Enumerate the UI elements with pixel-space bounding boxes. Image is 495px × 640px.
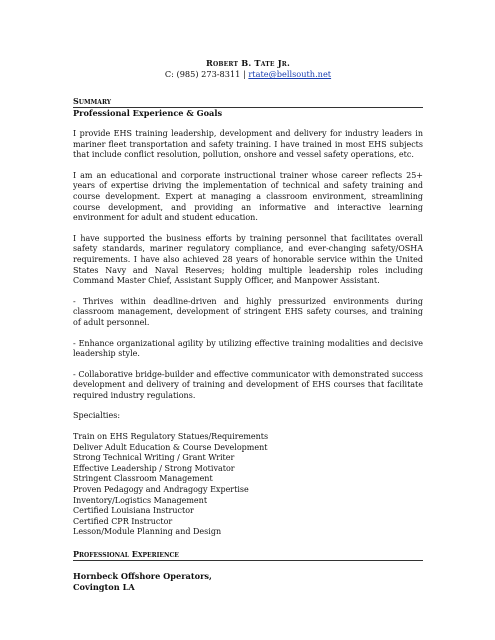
specialty-item: Deliver Adult Education & Course Development	[73, 442, 268, 452]
company-location: Covington LA	[73, 581, 135, 592]
resume-header	[73, 58, 423, 80]
summary-subheading: Professional Experience & Goals	[73, 108, 223, 118]
specialty-item: Proven Pedagogy and Andragogy Expertise	[73, 485, 249, 495]
summary-paragraph: - Collaborative bridge-builder and effective communicator with demonstrated success development and delivery of training and development of EHS courses that facilitate required industry regulations.	[73, 369, 423, 400]
contact-line	[73, 69, 423, 80]
summary-paragraph: I have supported the business efforts by training personnel that facilitates overall safety standards, mariner regulatory compliance, and ever-changing safety/OSHA requirements. I have also achieved 28 years of honorable service within the United States Navy and Naval Reserves; holding multiple leadership roles including Command Master Chief, Assistant Supply Officer, and Manpower Assistant.	[73, 233, 423, 286]
candidate-name: Robert B. Tate Jr.	[205, 58, 291, 68]
specialty-item: Inventory/Logistics Management	[73, 495, 208, 505]
specialty-item: Stringent Classroom Management	[73, 474, 213, 484]
specialty-item: Strong Technical Writing / Grant Writer	[73, 453, 235, 463]
resume-page	[73, 58, 423, 592]
summary-paragraph: - Enhance organizational agility by utilizing effective training modalities and decisive leadership style.	[73, 338, 423, 359]
specialty-item: Certified CPR Instructor	[73, 516, 173, 526]
specialty-item: Effective Leadership / Strong Motivator	[73, 463, 235, 473]
summary-heading: Summary	[73, 96, 112, 106]
company-name: Hornbeck Offshore Operators,	[73, 571, 212, 581]
summary-paragraph: I am an educational and corporate instructional trainer whose career reflects 25+ years of expertise driving the implementation of technical and safety training and course development. Expert at managing a classroom environment, streamlining course development, and providing an informative and interactive learning environment for adult and student education.	[73, 170, 423, 223]
phone-number: C: (985) 273-8311	[164, 69, 241, 79]
specialty-item: Train on EHS Regulatory Statues/Requirements	[73, 432, 269, 442]
email-link[interactable]: rtate@bellsouth.net	[248, 69, 332, 79]
specialty-item: Lesson/Module Planning and Design	[73, 527, 222, 537]
specialty-item: Certified Louisiana Instructor	[73, 506, 194, 516]
specialties-list	[73, 432, 423, 538]
experience-heading: Professional Experience	[73, 549, 179, 559]
summary-paragraph: I provide EHS training leadership, development and delivery for industry leaders in mariner fleet transportation and safety training. I have trained in most EHS subjects that include conflict resolution, pollution, onshore and vessel safety operations, etc.	[73, 129, 423, 160]
specialties-label: Specialties:	[73, 411, 121, 421]
summary-paragraph: - Thrives within deadline-driven and highly pressurized environments during classroom management, development of stringent EHS safety courses, and training of adult personnel.	[73, 296, 423, 327]
contact-separator: |	[243, 69, 246, 79]
